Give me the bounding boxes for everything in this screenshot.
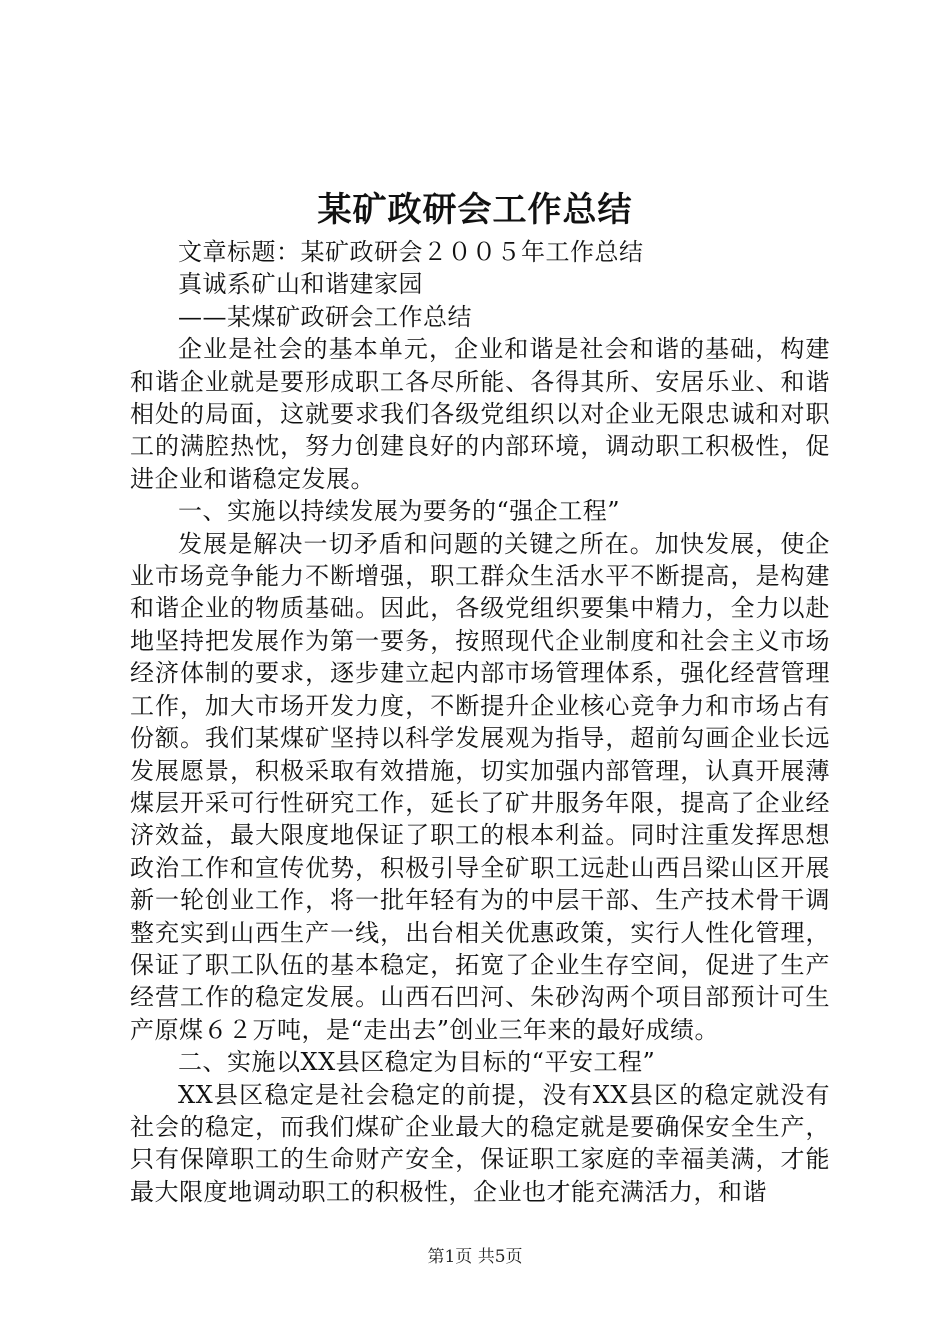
section-heading-1: 一、实施以持续发展为要务的“强企工程” <box>178 497 621 526</box>
intro-paragraph: 企业是社会的基本单元，企业和谐是社会和谐的基础，构建和谐企业就是要形成职工各尽所能、各得其所、安居乐业、和谐相处的局面，这就要求我们各级党组织以对企业无限忠诚和对职工的满腔热忱，努力创建良好的内部环境，调动职工积极性，促进企业和谐稳定发展。 <box>130 335 830 493</box>
section-heading-2: 二、实施以XX县区稳定为目标的“平安工程” <box>178 1048 656 1077</box>
subtitle-line: 真诚系矿山和谐建家园 <box>178 270 423 299</box>
subtitle-source-line: ——某煤矿政研会工作总结 <box>178 302 472 331</box>
page-number-footer: 第1页 共5页 <box>427 1247 523 1267</box>
article-title-line: 文章标题：某矿政研会２００５年工作总结 <box>178 238 644 266</box>
section-1-paragraph: 发展是解决一切矛盾和问题的关键之所在。加快发展，使企业市场竞争能力不断增强，职工群众生活水平不断提高，是构建和谐企业的物质基础。因此，各级党组织要集中精力，全力以赴地坚持把发展作为第一要务，按照现代企业制度和社会主义市场经济体制的要求，逐步建立起内部市场管理体系，强化经营管理工作，加大市场开发力度，不断提升企业核心竞争力和市场占有份额。我们某煤矿坚持以科学发展观为指导，超前勾画企业长远发展愿景，积极采取有效措施，切实加强内部管理，认真开展薄煤层开采可行性研究工作，延长了矿井服务年限，提高了企业经济效益，最大限度地保证了职工的根本利益。同时注重发挥思想政治工作和宣传优势，积极引导全矿职工远赴山西吕梁山区开展新一轮创业工作，将一批年轻有为的中层干部、生产技术骨干调整充实到山西生产一线，出台相关优惠政策，实行人性化管理，保证了职工队伍的基本稳定，拓宽了企业生存空间，促进了生产经营工作的稳定发展。山西石凹河、朱砂沟两个项目部预计可生产原煤６２万吨，是“走出去”创业三年来的最好成绩。 <box>130 529 830 1044</box>
document-title: 某矿政研会工作总结 <box>317 190 633 230</box>
section-2-paragraph: XX县区稳定是社会稳定的前提，没有XX县区的稳定就没有社会的稳定，而我们煤矿企业最大的稳定就是要确保安全生产，只有保障职工的生命财产安全，保证职工家庭的幸福美满，才能最大限度地调动职工的积极性，企业也才能充满活力，和谐 <box>130 1080 830 1206</box>
document-body <box>130 236 830 1208</box>
